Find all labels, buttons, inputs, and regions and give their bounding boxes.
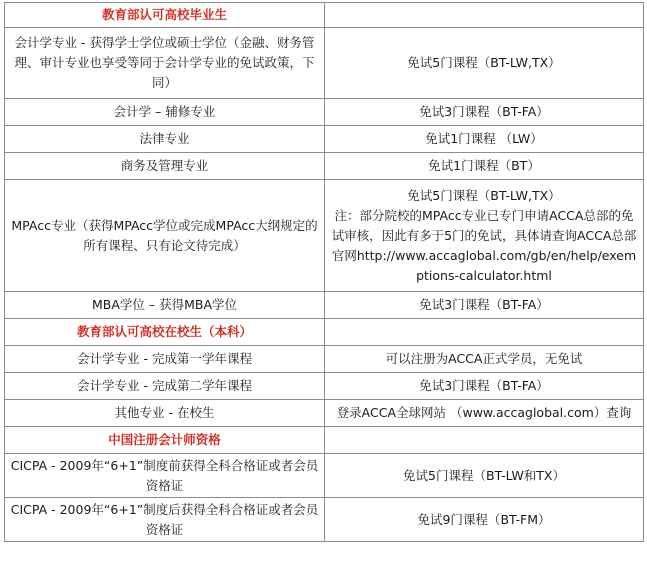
- exemption-cell: 免试5门课程（BT-LW,TX）: [325, 28, 644, 99]
- qualification-cell: CICPA - 2009年“6+1”制度后获得全科合格证或者会员资格证: [5, 498, 325, 542]
- exemption-cell: 免试3门课程（BT-FA）: [325, 373, 644, 400]
- qualification-cell: CICPA - 2009年“6+1”制度前获得全科合格证或者会员资格证: [5, 454, 325, 498]
- qualification-cell: 其他专业 - 在校生: [5, 400, 325, 427]
- table-row: [5, 126, 644, 153]
- section-heading: 教育部认可高校在校生（本科）: [5, 319, 325, 346]
- empty-cell: [325, 319, 644, 346]
- exemption-cell: 免试3门课程（BT-FA）: [325, 99, 644, 126]
- section-heading-row: [5, 319, 644, 346]
- qualification-cell: 会计学专业 - 获得学士学位或硕士学位（金融、财务管理、审计专业也享受等同于会计学专业的免试政策，下同）: [5, 28, 325, 99]
- table-row: [5, 346, 644, 373]
- section-heading-row: [5, 3, 644, 28]
- section-heading-row: [5, 427, 644, 454]
- table-row: [5, 99, 644, 126]
- qualification-cell: 商务及管理专业: [5, 153, 325, 180]
- exemption-text: 免试5门课程（BT-LW,TX）: [407, 187, 561, 203]
- acca-exemption-table: [4, 2, 644, 542]
- table-row: [5, 454, 644, 498]
- exemption-cell: 免试5门课程（BT-LW和TX）: [325, 454, 644, 498]
- table-row: [5, 373, 644, 400]
- exemption-cell: 免试3门课程（BT-FA）: [325, 292, 644, 319]
- exemption-cell: 免试1门课程 （LW）: [325, 126, 644, 153]
- table-row: [5, 498, 644, 542]
- qualification-cell: MBA学位 – 获得MBA学位: [5, 292, 325, 319]
- empty-cell: [325, 3, 644, 28]
- exemption-note: 注：部分院校的MPAcc专业已专门申请ACCA总部的免试审核，因此有多于5门的免试，具体请查询ACCA总部官网http://www.accaglobal.com/gb/en/help/exemptions-calculator.html: [331, 207, 637, 283]
- empty-cell: [325, 427, 644, 454]
- exemption-cell: 免试1门课程（BT）: [325, 153, 644, 180]
- table-row: [5, 153, 644, 180]
- qualification-cell: 会计学专业 - 完成第一学年课程: [5, 346, 325, 373]
- table-row: [5, 180, 644, 292]
- exemption-cell: 登录ACCA全球网站 （www.accaglobal.com）查询: [325, 400, 644, 427]
- section-heading: 中国注册会计师资格: [5, 427, 325, 454]
- exemption-cell: [325, 180, 644, 292]
- table-row: [5, 292, 644, 319]
- qualification-cell: 法律专业: [5, 126, 325, 153]
- qualification-cell: 会计学专业 - 完成第二学年课程: [5, 373, 325, 400]
- table-row: [5, 28, 644, 99]
- qualification-cell: 会计学 – 辅修专业: [5, 99, 325, 126]
- exemption-cell: 免试9门课程（BT-FM）: [325, 498, 644, 542]
- section-heading: 教育部认可高校毕业生: [5, 3, 325, 28]
- exemption-cell: 可以注册为ACCA正式学员，无免试: [325, 346, 644, 373]
- qualification-cell: MPAcc专业（获得MPAcc学位或完成MPAcc大纲规定的所有课程、只有论文待完成）: [5, 180, 325, 292]
- table-row: [5, 400, 644, 427]
